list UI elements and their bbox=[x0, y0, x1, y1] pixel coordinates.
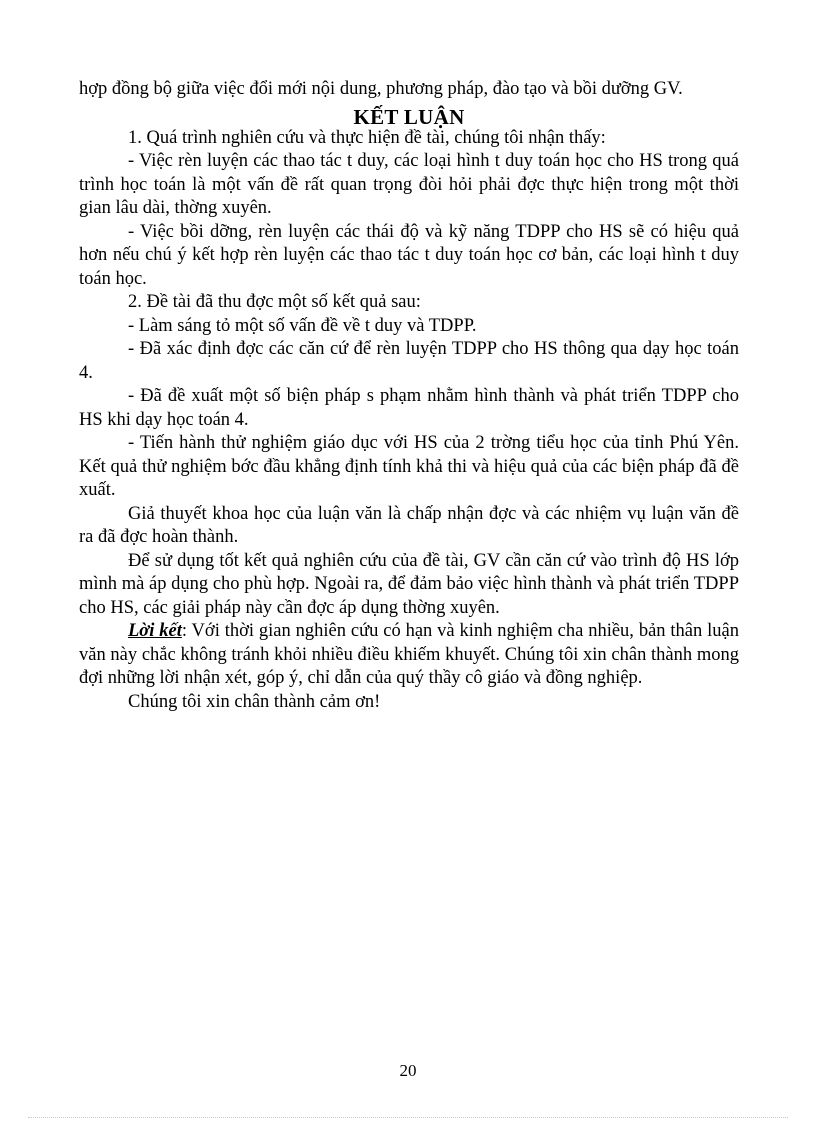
conclusion-paragraph-2: - Việc rèn luyện các thao tác t duy, các loại hình t duy toán học cho HS trong quá trình học toán là một vấn đề rất quan trọng đòi hỏi phải đợc thực hiện trong một thời gian lâu dài, thờng xuyên. bbox=[79, 151, 739, 218]
conclusion-paragraph-5: - Làm sáng tỏ một số vấn đề về t duy và TDPP. bbox=[128, 315, 477, 336]
conclusion-paragraph-4: 2. Đề tài đã thu đợc một số kết quả sau: bbox=[128, 292, 421, 312]
closing-label: Lời kết bbox=[128, 621, 182, 641]
thanks-line: Chúng tôi xin chân thành cảm ơn! bbox=[128, 691, 381, 712]
page-number: 20 bbox=[399, 1061, 417, 1080]
closing-text: : Với thời gian nghiên cứu có hạn và kinh nghiệm cha nhiều, bản thân luận văn này chắc không tránh khỏi nhiều điều khiếm khuyết. Chúng tôi xin chân thành mong đợi những lời nhận xét, góp ý, chỉ dẫn của quý thầy cô giáo và đồng nghiệp. bbox=[79, 621, 739, 688]
page-bottom-divider bbox=[28, 1117, 788, 1118]
document-page bbox=[79, 78, 739, 714]
conclusion-paragraph-10: Để sử dụng tốt kết quả nghiên cứu của đề tài, GV cần căn cứ vào trình độ HS lớp mình mà áp dụng cho phù hợp. Ngoài ra, để đảm bảo việc hình thành và phát triển TDPP cho HS, các giải pháp này cần đợc áp dụng thờng xuyên. bbox=[79, 550, 739, 618]
conclusion-paragraph-9: Giả thuyết khoa học của luận văn là chấp nhận đợc và các nhiệm vụ luận văn đề ra đã đợc hoàn thành. bbox=[79, 503, 739, 547]
conclusion-paragraph-3: - Việc bồi dỡng, rèn luyện các thái độ và kỹ năng TDPP cho HS sẽ có hiệu quả hơn nếu chú ý kết hợp rèn luyện các thao tác t duy toán học cơ bản, các loại hình t duy toán học. bbox=[79, 221, 739, 289]
section-title: KẾT LUẬN bbox=[353, 104, 465, 129]
conclusion-paragraph-1: 1. Quá trình nghiên cứu và thực hiện đề tài, chúng tôi nhận thấy: bbox=[128, 127, 606, 148]
conclusion-paragraph-8: - Tiến hành thử nghiệm giáo dục với HS của 2 trờng tiểu học của tỉnh Phú Yên. Kết quả thử nghiệm bớc đầu khẳng định tính khả thi và hiệu quả của các biện pháp đã đề xuất. bbox=[79, 433, 739, 500]
conclusion-paragraph-7: - Đã đề xuất một số biện pháp s phạm nhằm hình thành và phát triển TDPP cho HS khi dạy học toán 4. bbox=[79, 386, 739, 430]
intro-paragraph: hợp đồng bộ giữa việc đổi mới nội dung, phương pháp, đào tạo và bồi dưỡng GV. bbox=[79, 79, 683, 99]
conclusion-paragraph-6: - Đã xác định đợc các căn cứ để rèn luyện TDPP cho HS thông qua dạy học toán 4. bbox=[79, 339, 739, 383]
closing-paragraph bbox=[79, 620, 739, 691]
